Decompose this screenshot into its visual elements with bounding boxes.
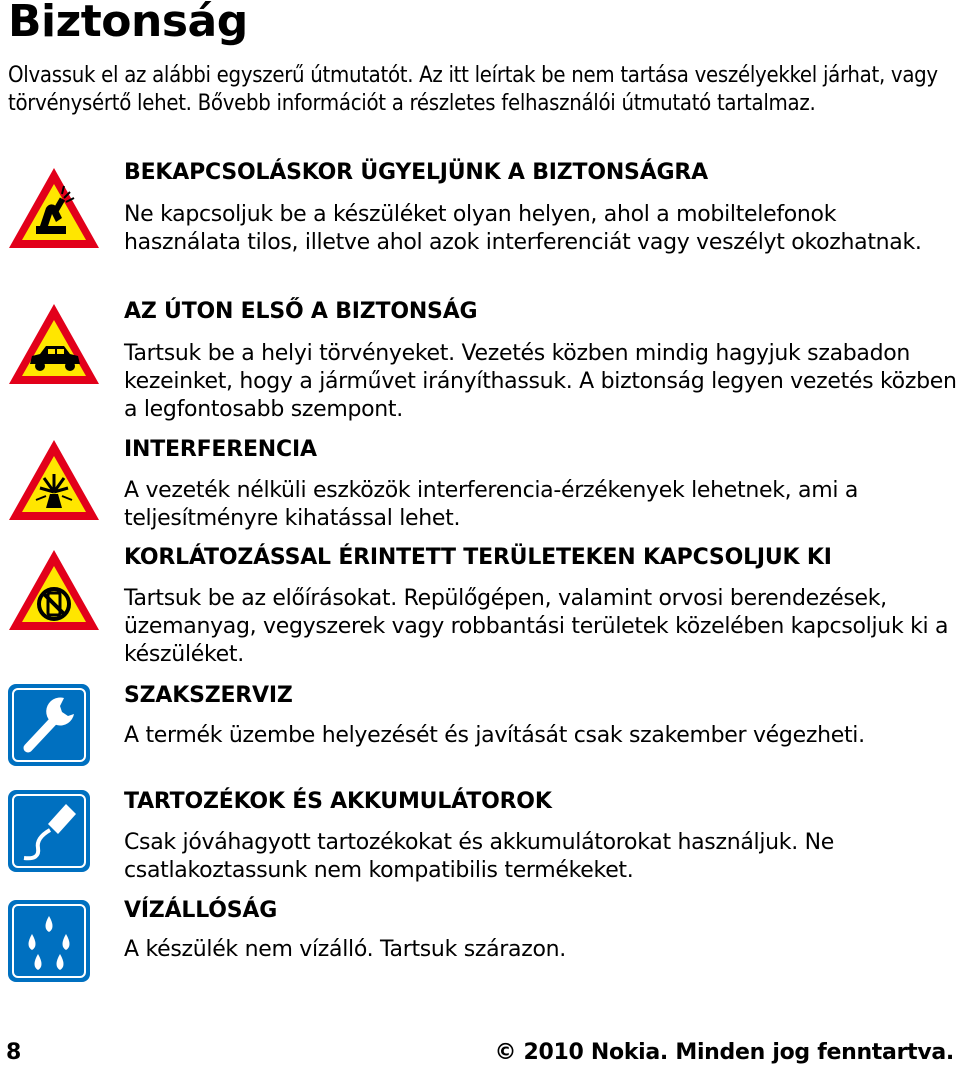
section-text: Tartsuk be az előírásokat. Repülőgépen, valamint orvosi berendezések, üzemanyag, vegyszerek vagy robbantási területek közelében kapcsoljuk ki a készüléket.: [124, 586, 949, 667]
hand-phone-warning-icon: [6, 164, 102, 252]
section-heading: BEKAPCSOLÁSKOR ÜGYELJÜNK A BIZTONSÁGRA: [124, 160, 708, 185]
water-drops-icon: [6, 898, 92, 984]
plug-icon: [6, 788, 92, 874]
section-heading: KORLÁTOZÁSSAL ÉRINTETT TERÜLETEKEN KAPCSOLJUK KI: [124, 545, 832, 570]
section-text: A készülék nem vízálló. Tartsuk szárazon.: [124, 937, 566, 962]
section-text: A vezeték nélküli eszközök interferencia-érzékenyek lehetnek, ami a teljesítményre kihatással lehet.: [124, 478, 859, 531]
section-heading: INTERFERENCIA: [124, 437, 317, 462]
no-phone-warning-icon: [6, 546, 102, 634]
wrench-icon: [6, 682, 92, 768]
intro-paragraph: Olvassuk el az alábbi egyszerű útmutatót. Az itt leírtak be nem tartása veszélyekkel járhat, vagy törvénysértő lehet. Bővebb információt a részletes felhasználói útmutató tartalmaz.: [8, 63, 938, 116]
interference-warning-icon: [6, 436, 102, 524]
section-text: Ne kapcsoljuk be a készüléket olyan helyen, ahol a mobiltelefonok használata tilos, illetve ahol azok interferenciát vagy veszélyt okozhatnak.: [124, 202, 922, 255]
section-heading: AZ ÚTON ELSŐ A BIZTONSÁG: [124, 299, 478, 324]
section-text: A termék üzembe helyezését és javítását csak szakember végezheti.: [124, 723, 865, 748]
page-title: Biztonság: [8, 0, 248, 47]
section-text: Csak jóváhagyott tartozékokat és akkumulátorokat használjuk. Ne csatlakoztassunk nem kompatibilis termékeket.: [124, 830, 835, 883]
section-heading: SZAKSZERVIZ: [124, 683, 293, 708]
section-heading: TARTOZÉKOK ÉS AKKUMULÁTOROK: [124, 789, 552, 814]
section-text: Tartsuk be a helyi törvényeket. Vezetés közben mindig hagyjuk szabadon kezeinket, hogy a járművet irányíthassuk. A biztonság legyen vezetés közben a legfontosabb szempont.: [124, 341, 957, 422]
section-heading: VÍZÁLLÓSÁG: [124, 898, 278, 923]
car-warning-icon: [6, 300, 102, 388]
copyright-notice: © 2010 Nokia. Minden jog fenntartva.: [494, 1040, 954, 1065]
page-number: 8: [6, 1040, 22, 1065]
